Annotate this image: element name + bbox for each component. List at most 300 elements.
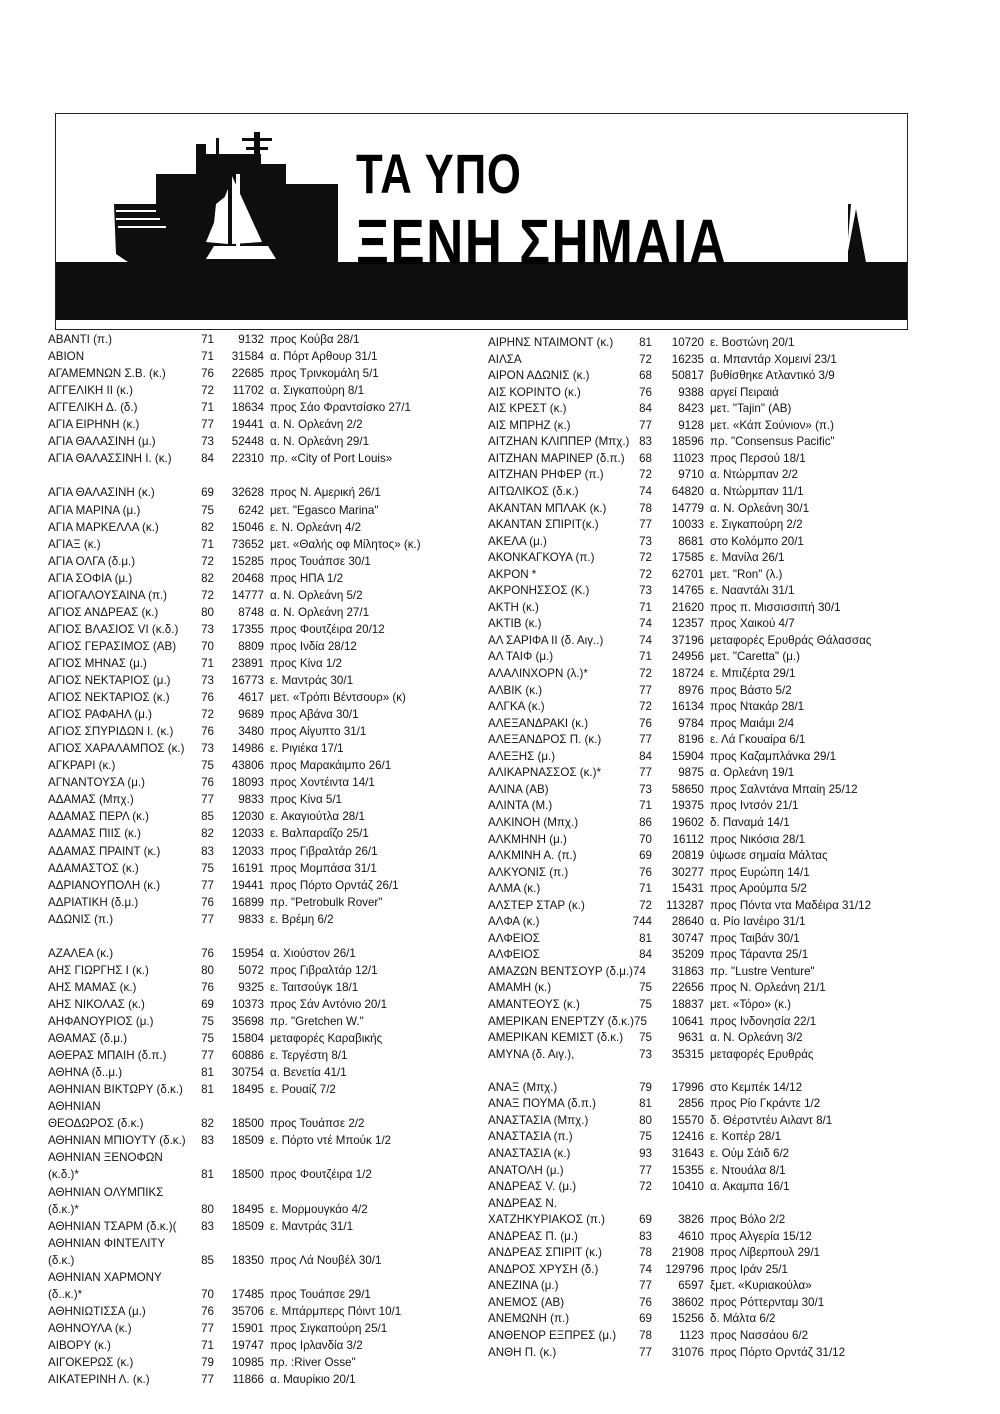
build-year: 82 (201, 571, 214, 585)
ship-name: ΑΛΚΜΗΝΗ (μ.) (488, 832, 567, 846)
list-item (488, 980, 958, 996)
position-note: α. Ακαμπα 16/1 (710, 1180, 790, 1194)
list-item (488, 1080, 958, 1096)
position-note: ε. Μπάρμπερς Πόιντ 10/1 (270, 1304, 402, 1318)
position-note: προς Ν. Ορλεάνη 21/1 (710, 981, 826, 995)
ship-name: ΧΑΤΖΗΚΥΡΙΑΚΟΣ (π.) (488, 1213, 606, 1227)
position-note: ε. Βοστώνη 20/1 (710, 336, 795, 349)
tonnage: 14777 (231, 588, 264, 602)
position-note: ε. Ακαγιούτλα 28/1 (270, 810, 365, 824)
list-item (488, 385, 958, 401)
tonnage: 18837 (671, 998, 704, 1011)
list-item (48, 946, 468, 962)
tonnage: 22685 (231, 367, 264, 381)
tonnage: 30754 (231, 1066, 264, 1080)
ship-name: ΑΝΑΣΤΑΣΙΑ (π.) (488, 1130, 573, 1144)
list-item (48, 349, 468, 365)
list-item (488, 931, 958, 947)
position-note: μετ. «Θαλής οφ Μίλητος» (κ.) (270, 537, 421, 551)
list-item (48, 1031, 468, 1047)
position-note: α. Ν. Ορλεάνη 3/2 (710, 1031, 803, 1045)
ship-name: ΑΛΚΜΙΝΗ Α. (π.) (488, 849, 577, 863)
ship-name: ΑΛ ΤΑΙΦ (μ.) (488, 650, 554, 664)
tonnage: 9784 (678, 716, 704, 730)
tonnage: 16235 (671, 352, 704, 366)
list-item (488, 1179, 958, 1195)
ship-name: ΑΔΑΜΑΣ ΠΡΑΙΝΤ (κ.) (48, 844, 161, 858)
tonnage: 20819 (671, 849, 704, 863)
tonnage: 8196 (678, 733, 704, 747)
tonnage: 3826 (678, 1213, 704, 1227)
position-note: ε. Μαντράς 30/1 (270, 674, 354, 687)
ship-name: ΑΔΑΜΑΣΤΟΣ (κ.) (48, 861, 139, 875)
tonnage: 10373 (231, 997, 264, 1011)
position-note: προς Πόρτο Ορντάζ 26/1 (270, 878, 399, 892)
build-year: 73 (639, 534, 652, 548)
ship-name: ΑΜΥΝΑ (δ. Αιγ.), (488, 1047, 575, 1061)
ship-name: ΑΓΙΟΓΑΛΟΥΣΑΙΝΑ (π.) (48, 588, 168, 602)
position-note: μεταφορές Ερυθράς (710, 1047, 814, 1061)
list-item (488, 616, 958, 632)
position-note: προς Χαικού 4/7 (710, 617, 795, 631)
tonnage: 30747 (671, 931, 704, 945)
build-year: 72 (639, 551, 652, 565)
list-item (48, 1150, 468, 1166)
list-item (488, 683, 958, 699)
tonnage: 14779 (671, 501, 704, 515)
tonnage: 113287 (666, 898, 704, 912)
ship-name: ΑΙΓΟΚΕΡΩΣ (κ.) (48, 1356, 134, 1369)
tonnage: 18724 (671, 667, 704, 680)
ship-name: ΑΒΑΝΤΙ (π.) (48, 333, 113, 346)
ship-name: ΑΗΣ ΓΙΩΡΓΗΣ Ι (κ.) (48, 963, 149, 977)
ship-name: ΑΘΗΝΑ (δ..μ.) (48, 1066, 123, 1080)
position-note: α. Χιούστον 26/1 (270, 946, 356, 960)
tonnage: 28640 (671, 915, 704, 929)
build-year: 73 (639, 1047, 652, 1061)
build-year: 72 (639, 352, 652, 366)
ship-name: ΑΙΡΗΝΣ ΝΤΑΙΜΟΝΤ (κ.) (488, 336, 614, 349)
list-item (488, 749, 958, 765)
list-item (48, 434, 468, 450)
build-year: 76 (639, 1295, 652, 1309)
build-year: 80 (201, 963, 214, 977)
build-year: 72 (201, 708, 214, 722)
position-note: βυθίσθηκε Ατλαντικό 3/9 (710, 369, 835, 383)
list-item (48, 468, 468, 484)
build-year: 72 (639, 567, 652, 581)
position-note: προς Αβάνα 30/1 (270, 708, 359, 722)
build-year: 78 (639, 501, 652, 515)
position-note: προς Αρούμπα 5/2 (710, 882, 807, 896)
ship-name: ΑΚΤΙΒ (κ.) (488, 617, 542, 631)
ship-name: ΑΓΝΑΝΤΟΥΣΑ (μ.) (48, 776, 145, 790)
list-item (48, 588, 468, 604)
tonnage: 23891 (231, 656, 264, 670)
build-year: 79 (201, 1356, 214, 1369)
ship-name: ΑΓΙΑΞ (κ.) (48, 537, 101, 551)
tonnage: 11866 (232, 1373, 264, 1387)
tonnage: 31584 (231, 350, 264, 364)
tonnage: 15355 (671, 1163, 704, 1177)
build-year: 77 (639, 766, 652, 780)
ship-name: (δ.κ.) (48, 1253, 75, 1267)
position-note: α. Ν. Ορλεάνη 29/1 (270, 435, 370, 449)
list-item (48, 1048, 468, 1064)
list-item (488, 467, 958, 483)
list-item (48, 673, 468, 689)
build-year: 76 (201, 691, 214, 705)
ship-name: ΘΕΟΔΩΡΟΣ (δ.κ.) (48, 1117, 144, 1131)
list-item (48, 485, 468, 501)
build-year: 83 (201, 1219, 214, 1233)
build-year: 77 (639, 1279, 652, 1293)
title-line-2: ΞΕΝΗ ΣΗΜΑΙΑ (356, 206, 728, 278)
position-note: προς Μαιάμι 2/4 (710, 716, 795, 730)
list-item (488, 567, 958, 583)
list-item (488, 534, 958, 550)
list-item (488, 666, 958, 682)
ship-name: ΑΓΙΑ ΜΑΡΚΕΛΛΑ (κ.) (48, 520, 159, 534)
build-year: 77 (639, 518, 652, 532)
position-note: προς Ν. Αμερική 26/1 (270, 486, 381, 500)
position-note: πρ. «City of Port Louis» (270, 452, 393, 466)
list-item (488, 881, 958, 897)
build-year: 71 (201, 401, 214, 415)
ship-name: ΑΛΙΚΑΡΝΑΣΣΟΣ (κ.)* (488, 766, 601, 780)
tonnage: 37196 (671, 633, 704, 647)
ship-name: ΑΚΟΝΚΑΓΚΟΥΑ (π.) (488, 551, 595, 565)
tonnage: 15431 (671, 882, 704, 896)
build-year: 73 (201, 742, 214, 756)
tonnage: 9875 (678, 766, 704, 780)
list-item (488, 782, 958, 798)
ship-name: ΑΓΙΟΣ ΑΝΔΡΕΑΣ (κ.) (48, 605, 159, 619)
position-note: προς Νικόσια 28/1 (710, 832, 806, 846)
list-item (488, 550, 958, 566)
build-year: 76 (201, 980, 214, 994)
build-year: 83 (201, 844, 214, 858)
position-note: ε. Μορμουγκάο 4/2 (270, 1202, 368, 1216)
build-year: 81 (201, 1066, 214, 1080)
build-year: 71 (639, 882, 652, 896)
list-item (488, 583, 958, 599)
list-item (488, 699, 958, 715)
tonnage: 18495 (231, 1083, 264, 1097)
ship-name: (δ..κ.)* (48, 1287, 83, 1301)
list-item (48, 758, 468, 774)
ship-name: ΑΚΤΗ (κ.) (488, 600, 539, 614)
ship-name: ΑΝΔΡΕΑΣ ΣΠΙΡΙΤ (κ.) (488, 1246, 602, 1260)
position-note: προς Πόντα ντα Μαδέιρα 31/12 (710, 898, 872, 912)
position-note: ε. Ριγιέκα 17/1 (270, 742, 344, 756)
build-year: 72 (201, 384, 214, 398)
tonnage: 9631 (678, 1031, 704, 1045)
build-year: 69 (639, 849, 652, 863)
build-year: 76 (639, 385, 652, 399)
list-item (488, 401, 958, 417)
ship-name: ΑΘΕΡΑΣ ΜΠΑΙΗ (δ.π.) (48, 1049, 167, 1063)
list-item (48, 1355, 468, 1371)
list-item (488, 997, 958, 1013)
tonnage: 11023 (672, 451, 704, 465)
build-year: 70 (201, 639, 214, 653)
ship-name: ΑΛ ΣΑΡΙΦΑ ΙΙ (δ. Αιγ..) (488, 633, 604, 647)
ship-name: ΑΓΙΟΣ ΧΑΡΑΛΑΜΠΟΣ (κ.) (48, 742, 185, 756)
ship-name: ΑΓΓΕΛΙΚΗ ΙΙ (κ.) (48, 384, 133, 398)
build-year: 70 (201, 1287, 214, 1301)
position-note: προς Νασσάου 6/2 (710, 1329, 809, 1342)
ship-name: ΑΛΚΙΝΟΗ (Μπχ.) (488, 815, 579, 829)
build-year: 72 (201, 554, 214, 568)
list-item (48, 724, 468, 740)
list-item (48, 1270, 468, 1286)
position-note: ε. Μανίλα 26/1 (710, 551, 785, 565)
ship-name: ΑΓΙΑ ΘΑΛΑΣΙΝΗ (μ.) (48, 435, 156, 449)
build-year: 72 (639, 667, 652, 680)
build-year: 78 (639, 1246, 652, 1260)
page-title (356, 142, 820, 278)
tonnage: 18500 (231, 1168, 264, 1182)
tonnage: 11702 (232, 384, 264, 398)
build-year: 76 (201, 1304, 214, 1318)
build-year: 84 (639, 402, 652, 416)
ship-name: ΑΔΑΜΑΣ ΠΕΡΛ (κ.) (48, 810, 150, 824)
tonnage: 16773 (231, 674, 264, 687)
position-note: α. Ορλεάνη 19/1 (710, 766, 795, 780)
ship-name: ΑΛΦΑ (κ.) (488, 915, 540, 929)
position-note: πρ. "Petrobulk Rover" (270, 895, 383, 909)
tonnage: 18509 (231, 1219, 264, 1233)
tonnage: 15901 (231, 1321, 264, 1335)
tonnage: 50817 (671, 369, 704, 383)
list-item (48, 1372, 468, 1388)
position-note: προς Λίβερπουλ 29/1 (710, 1246, 821, 1260)
position-note: ε. Πόρτο ντέ Μπούκ 1/2 (270, 1134, 392, 1148)
tonnage: 3480 (238, 725, 264, 739)
position-note: προς Σάο Φραντσίσκο 27/1 (270, 401, 411, 415)
ship-name: ΑΘΗΝΙΑΝ ΞΕΝΟΦΩΝ (48, 1151, 163, 1165)
list-item (488, 1096, 958, 1112)
masthead-banner (55, 113, 908, 330)
build-year: 71 (201, 333, 214, 346)
list-item (48, 792, 468, 808)
ship-name: ΑΙΣ ΚΟΡΙΝΤΟ (κ.) (488, 385, 581, 399)
position-note: προς Μαρακάιμπο 26/1 (270, 759, 392, 773)
build-year: 77 (201, 912, 214, 926)
ship-name: ΑΓΙΑ ΟΛΓΑ (δ.μ.) (48, 554, 136, 568)
build-year: 72 (201, 588, 214, 602)
list-item (48, 451, 468, 467)
tonnage: 18350 (231, 1253, 264, 1267)
ship-name: ΑΚΑΝΤΑΝ ΣΠΙΡΙΤ(κ.) (488, 518, 599, 532)
ship-name: ΑΙΣ ΜΠΡΗΖ (κ.) (488, 418, 571, 432)
build-year: 72 (639, 700, 652, 714)
ship-name: ΑΜΑΖΩΝ ΒΕΝΤΣΟΥΡ (δ.μ.)74 (488, 964, 646, 978)
ship-name: ΑΛΚΥΟΝΙΣ (π.) (488, 865, 569, 879)
position-note: μετ. "Ron" (λ.) (710, 567, 783, 581)
position-note: προς Φουτζέιρα 20/12 (270, 622, 385, 636)
build-year: 76 (639, 716, 652, 730)
tonnage: 15046 (231, 520, 264, 534)
ship-name: ΑΙΡΟΝ ΑΔΩΝΙΣ (κ.) (488, 369, 590, 383)
tonnage: 20468 (231, 571, 264, 585)
title-line-1: ΤΑ ΥΠΟ (356, 142, 522, 205)
tonnage: 73652 (231, 537, 264, 551)
ship-name: ΑΓΙΟΣ ΜΗΝΑΣ (μ.) (48, 656, 147, 670)
position-note: προς Ευρώπη 14/1 (710, 865, 810, 879)
ship-name: ΑΓΑΜΕΜΝΩΝ Σ.Β. (κ.) (48, 367, 166, 381)
tonnage: 64820 (671, 484, 704, 498)
list-item (488, 1129, 958, 1145)
tonnage: 17355 (231, 622, 264, 636)
list-item (48, 332, 468, 348)
position-note: μετ. «Κάπ Σούνιον» (π.) (710, 418, 835, 432)
build-year: 83 (201, 1134, 214, 1148)
position-note: α. Ν. Ορλεάνη 2/2 (270, 418, 363, 432)
position-note: προς Κίνα 1/2 (270, 656, 342, 670)
tonnage: 16112 (672, 832, 704, 846)
list-item (48, 963, 468, 979)
build-year: 76 (201, 776, 214, 790)
tonnage: 43806 (231, 759, 264, 773)
build-year: 77 (201, 1321, 214, 1335)
ship-name: (κ.δ.)* (48, 1168, 79, 1182)
tonnage: 16134 (671, 700, 704, 714)
tonnage: 60886 (231, 1049, 264, 1063)
ship-name: ΑΛΙΝΤΑ (Μ.) (488, 799, 553, 813)
build-year: 74 (639, 484, 652, 498)
build-year: 81 (201, 1168, 214, 1182)
tonnage: 9689 (238, 708, 264, 722)
tonnage: 4617 (238, 691, 264, 705)
build-year: 73 (201, 435, 214, 449)
ship-name: ΑΘΗΝΙΑΝ (48, 1100, 101, 1114)
build-year: 68 (639, 369, 652, 383)
build-year: 81 (639, 1097, 652, 1111)
list-item (488, 865, 958, 881)
ship-name: ΑΙΒΟΡΥ (κ.) (48, 1338, 111, 1352)
build-year: 72 (639, 1180, 652, 1194)
position-note: προς Ινδονησία 22/1 (710, 1014, 817, 1028)
position-note: προς ΗΠΑ 1/2 (270, 571, 344, 585)
tonnage: 9710 (678, 468, 704, 482)
list-item (488, 1196, 958, 1212)
ship-name: ΑΘΗΝΙΩΤΙΣΣΑ (μ.) (48, 1304, 146, 1318)
build-year: 77 (201, 878, 214, 892)
list-item (488, 1295, 958, 1311)
list-item (48, 741, 468, 757)
list-item (488, 898, 958, 914)
tonnage: 62701 (671, 567, 704, 581)
position-note: α. Ντώρμπαν 11/1 (710, 484, 804, 498)
build-year: 75 (639, 998, 652, 1011)
position-note: προς Πόρτο Ορντάζ 31/12 (710, 1345, 846, 1359)
list-item (488, 798, 958, 814)
tonnage: 21908 (671, 1246, 704, 1260)
build-year: 77 (639, 1163, 652, 1177)
position-note: προς Σαλντάνα Μπαίη 25/12 (710, 782, 858, 796)
position-note: ε. Βρέμη 6/2 (270, 912, 334, 926)
tonnage: 6597 (678, 1279, 704, 1293)
tonnage: 9388 (678, 385, 704, 399)
list-item (488, 517, 958, 533)
tonnage: 16899 (231, 895, 264, 909)
list-item (48, 1287, 468, 1303)
list-item (488, 1278, 958, 1294)
position-note: ε. Ούμ Σάιδ 6/2 (710, 1146, 790, 1160)
tonnage: 9833 (238, 793, 264, 807)
build-year: 82 (201, 520, 214, 534)
tonnage: 8748 (238, 605, 264, 619)
ship-name: ΑΛΙΝΑ (ΑΒ) (488, 782, 549, 796)
ship-name: ΑΝΘΗ Π. (κ.) (488, 1345, 557, 1359)
build-year: 77 (639, 1345, 652, 1359)
tonnage: 22656 (671, 981, 704, 995)
list-item (488, 914, 958, 930)
tonnage: 19375 (671, 799, 704, 813)
build-year: 85 (201, 1253, 214, 1267)
build-year: 74 (639, 1262, 652, 1276)
tonnage: 9833 (238, 912, 264, 926)
list-item (48, 1219, 468, 1235)
build-year: 70 (639, 832, 652, 846)
ship-name: ΑΛΕΞΑΝΔΡΑΚΙ (κ.) (488, 716, 589, 730)
position-note: προς Ινδία 28/12 (270, 639, 357, 653)
position-note: προς Τρινκομάλη 5/1 (270, 367, 379, 381)
list-item (488, 418, 958, 434)
position-note: ύψωσε σημαία Μάλτας (710, 849, 828, 863)
ship-name: ΑΘΗΝΙΑΝ ΜΠΙΟΥΤΥ (δ.κ.) (48, 1134, 186, 1148)
tonnage: 35698 (231, 1015, 264, 1028)
tonnage: 18495 (231, 1202, 264, 1216)
tonnage: 15804 (231, 1032, 264, 1046)
build-year: 75 (639, 1031, 652, 1045)
tonnage: 8423 (678, 402, 704, 416)
tonnage: 17585 (671, 551, 704, 565)
list-item (488, 1030, 958, 1046)
build-year: 68 (639, 451, 652, 465)
tonnage: 12416 (671, 1130, 704, 1144)
ship-name: ΑΝΔΡΕΑΣ Ν. (488, 1196, 558, 1210)
build-year: 73 (639, 584, 652, 598)
tonnage: 16191 (231, 861, 264, 875)
list-item (48, 1236, 468, 1252)
list-item (48, 1338, 468, 1354)
ship-name: ΑΓΙΑ ΣΟΦΙΑ (μ.) (48, 571, 133, 585)
build-year: 82 (201, 827, 214, 841)
position-note: ε. Ν. Ορλεάνη 4/2 (270, 520, 362, 534)
ship-name: ΑΓΓΕΛΙΚΗ Δ. (δ.) (48, 401, 138, 415)
build-year: 71 (639, 650, 652, 664)
build-year: 85 (201, 810, 214, 824)
list-item (488, 1113, 958, 1129)
build-year: 74 (639, 617, 652, 631)
ship-name: ΑΛΦΕΙΟΣ (488, 931, 540, 945)
position-note: πρ. "Lustre Venture" (710, 964, 815, 978)
build-year: 83 (639, 435, 652, 449)
list-item (488, 832, 958, 848)
build-year: 744 (632, 915, 652, 929)
tonnage: 8681 (678, 534, 704, 548)
position-note: προς Ταιβάν 30/1 (710, 931, 800, 945)
ship-name: ΑΛΑΛΙΝΧΟΡΝ (λ.)* (488, 667, 588, 680)
position-note: ε. Νααντάλι 31/1 (710, 584, 795, 598)
list-item (48, 844, 468, 860)
build-year: 69 (201, 486, 214, 500)
ship-name: ΑΓΙΟΣ ΒΛΑΣΙΟΣ VI (κ.δ.) (48, 622, 179, 636)
build-year: 83 (639, 1229, 652, 1243)
